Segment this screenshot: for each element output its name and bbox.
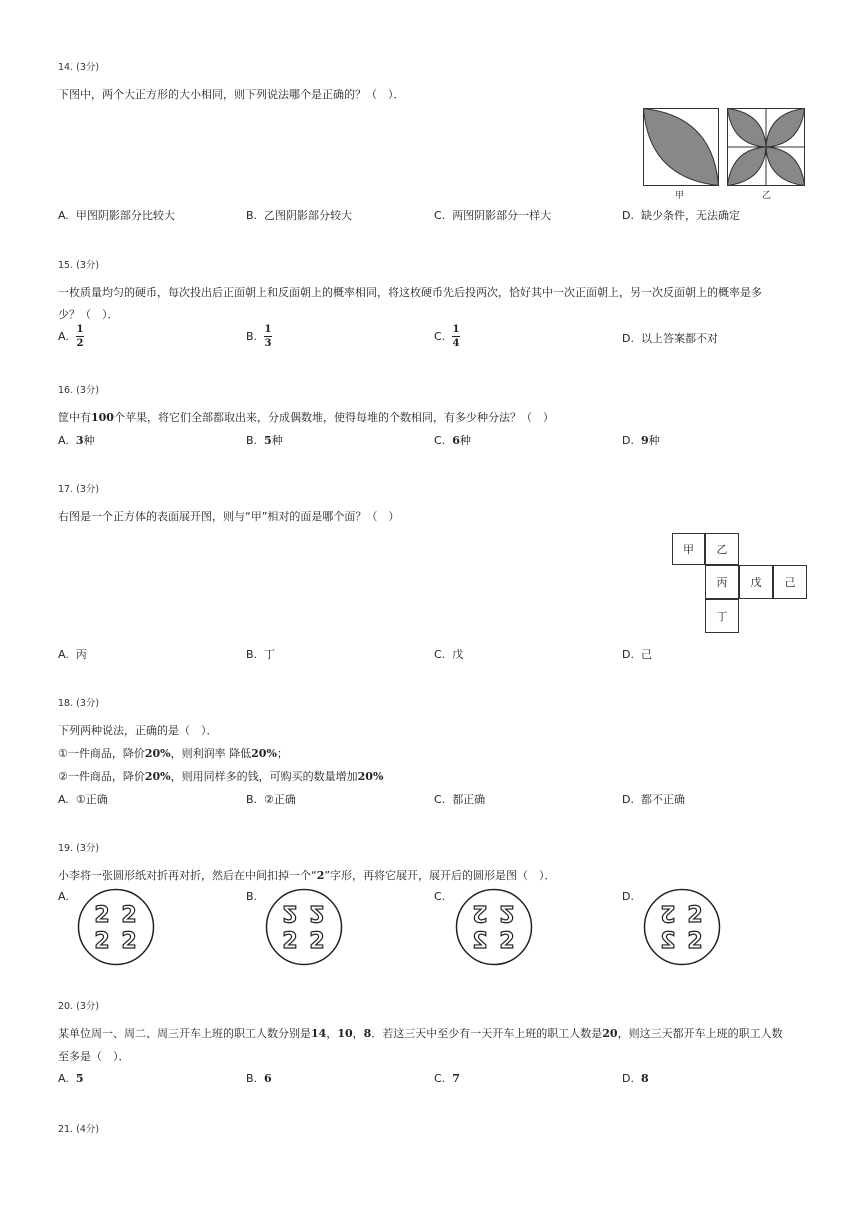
q20-option-a[interactable]: A. 5 <box>58 1072 84 1085</box>
q19-d-digit-tr: 2 <box>687 903 703 928</box>
q17-option-a[interactable]: A. 丙 <box>58 648 87 661</box>
question-17-number: 17. (3分) <box>58 484 100 495</box>
q19-c-digit-tr: 2 <box>499 900 515 925</box>
q19-option-a-letter[interactable]: A. <box>58 890 69 903</box>
q15-option-a-fraction: 1 2 <box>76 324 84 349</box>
q15-option-b-letter[interactable]: B. <box>246 330 258 343</box>
q14-option-b[interactable]: B. 乙图阴影部分较大 <box>246 209 353 222</box>
q17-option-d[interactable]: D. 己 <box>622 648 652 661</box>
question-17-stem: 右图是一个正方体的表面展开图，则与“甲”相对的面是哪个面？（ ） <box>58 510 400 523</box>
q19-b-digit-tr: 2 <box>309 900 325 925</box>
net-face-ji: 己 <box>773 565 807 599</box>
q15-option-a-letter[interactable]: A. <box>58 330 69 343</box>
net-face-jia: 甲 <box>672 533 705 565</box>
q19-figure-c[interactable] <box>455 888 533 966</box>
question-15-stem-line1: 一枚质量均匀的硬币，每次投出后正面朝上和反面朝上的概率相同，将这枚硬币先后投两次，恰好其中一次正面朝上，另一次反面朝上的概率是多 <box>58 286 762 299</box>
question-21-number: 21. (4分) <box>58 1124 100 1135</box>
q19-d-digit-br: 2 <box>687 929 703 954</box>
q18-option-c[interactable]: C. 都正确 <box>434 793 486 806</box>
q19-a-digit-tr: 2 <box>121 903 137 928</box>
question-20-stem-line2: 至多是（ ）． <box>58 1050 130 1063</box>
q19-option-b-letter[interactable]: B. <box>246 890 258 903</box>
q20-option-c[interactable]: C. 7 <box>434 1072 460 1085</box>
figure-yi <box>727 108 805 186</box>
cube-net <box>672 533 807 633</box>
question-16-number: 16. (3分) <box>58 385 100 396</box>
q19-c-digit-bl: 2 <box>472 929 488 954</box>
q15-option-c-fraction: 1 4 <box>452 324 460 349</box>
question-18-statement-2: ②一件商品，降价20%，则用同样多的钱，可购买的数量增加20% <box>58 770 384 783</box>
question-15-number: 15. (3分) <box>58 260 100 271</box>
q18-option-a[interactable]: A. ①正确 <box>58 793 108 806</box>
q15-option-d[interactable]: D. 以上答案都不对 <box>622 332 718 345</box>
q16-option-c[interactable]: C. 6种 <box>434 434 471 447</box>
question-18-stem: 下列两种说法，正确的是（ ）． <box>58 724 218 737</box>
q19-d-digit-tl: 2 <box>660 900 676 925</box>
q18-option-d[interactable]: D. 都不正确 <box>622 793 685 806</box>
q18-option-b[interactable]: B. ②正确 <box>246 793 296 806</box>
q14-option-d[interactable]: D. 缺少条件，无法确定 <box>622 209 740 222</box>
q19-figure-b[interactable] <box>265 888 343 966</box>
q19-c-digit-tl: 2 <box>472 900 488 925</box>
net-face-bing: 丙 <box>705 565 739 599</box>
q19-figure-d[interactable] <box>643 888 721 966</box>
q15-option-c-letter[interactable]: C. <box>434 330 446 343</box>
q17-option-c[interactable]: C. 戊 <box>434 648 464 661</box>
q19-option-c-letter[interactable]: C. <box>434 890 446 903</box>
q19-c-digit-br: 2 <box>499 929 515 954</box>
figure-jia <box>643 108 719 186</box>
q19-b-digit-tl: 2 <box>282 900 298 925</box>
question-20-number: 20. (3分) <box>58 1001 100 1012</box>
question-20-stem-line1: 某单位周一、周二、周三开车上班的职工人数分别是14，10，8．若这三天中至少有一天开车上班的职工人数是20，则这三天都开车上班的职工人数 <box>58 1027 783 1040</box>
question-14-stem: 下图中，两个大正方形的大小相同，则下列说法哪个是正确的？（ ）． <box>58 88 405 101</box>
q19-option-d-letter[interactable]: D. <box>622 890 634 903</box>
q19-d-digit-bl: 2 <box>660 929 676 954</box>
question-18-number: 18. (3分) <box>58 698 100 709</box>
q17-option-b[interactable]: B. 丁 <box>246 648 276 661</box>
q19-b-digit-bl: 2 <box>282 929 298 954</box>
q19-a-digit-bl: 2 <box>94 929 110 954</box>
question-14-number: 14. (3分) <box>58 62 100 73</box>
figure-jia-label: 甲 <box>675 191 685 201</box>
question-18-statement-1: ①一件商品，降价20%，则利润率 降低20%； <box>58 747 288 760</box>
q14-option-a[interactable]: A. 甲图阴影部分比较大 <box>58 209 175 222</box>
net-face-wu: 戊 <box>739 565 773 599</box>
q19-b-digit-br: 2 <box>309 929 325 954</box>
q14-option-c[interactable]: C. 两图阴影部分一样大 <box>434 209 552 222</box>
q16-option-b[interactable]: B. 5种 <box>246 434 283 447</box>
q19-a-digit-br: 2 <box>121 929 137 954</box>
q19-a-digit-tl: 2 <box>94 903 110 928</box>
figure-yi-label: 乙 <box>762 191 772 201</box>
q19-figure-a[interactable] <box>77 888 155 966</box>
net-face-ding: 丁 <box>705 599 739 633</box>
question-19-number: 19. (3分) <box>58 843 100 854</box>
question-15-stem-line2: 少？（ ）． <box>58 308 119 321</box>
q15-option-b-fraction: 1 3 <box>264 324 272 349</box>
q20-option-d[interactable]: D. 8 <box>622 1072 649 1085</box>
q16-option-d[interactable]: D. 9种 <box>622 434 660 447</box>
question-19-stem: 小李将一张圆形纸对折再对折，然后在中间扣掉一个“2”字形，再将它展开，展开后的圆形是图（ ）． <box>58 869 556 882</box>
q20-option-b[interactable]: B. 6 <box>246 1072 272 1085</box>
question-16-stem: 筐中有100个苹果，将它们全部都取出来，分成偶数堆，使得每堆的个数相同，有多少种分法？（ ） <box>58 411 554 424</box>
net-face-yi: 乙 <box>705 533 739 565</box>
q16-option-a[interactable]: A. 3种 <box>58 434 95 447</box>
